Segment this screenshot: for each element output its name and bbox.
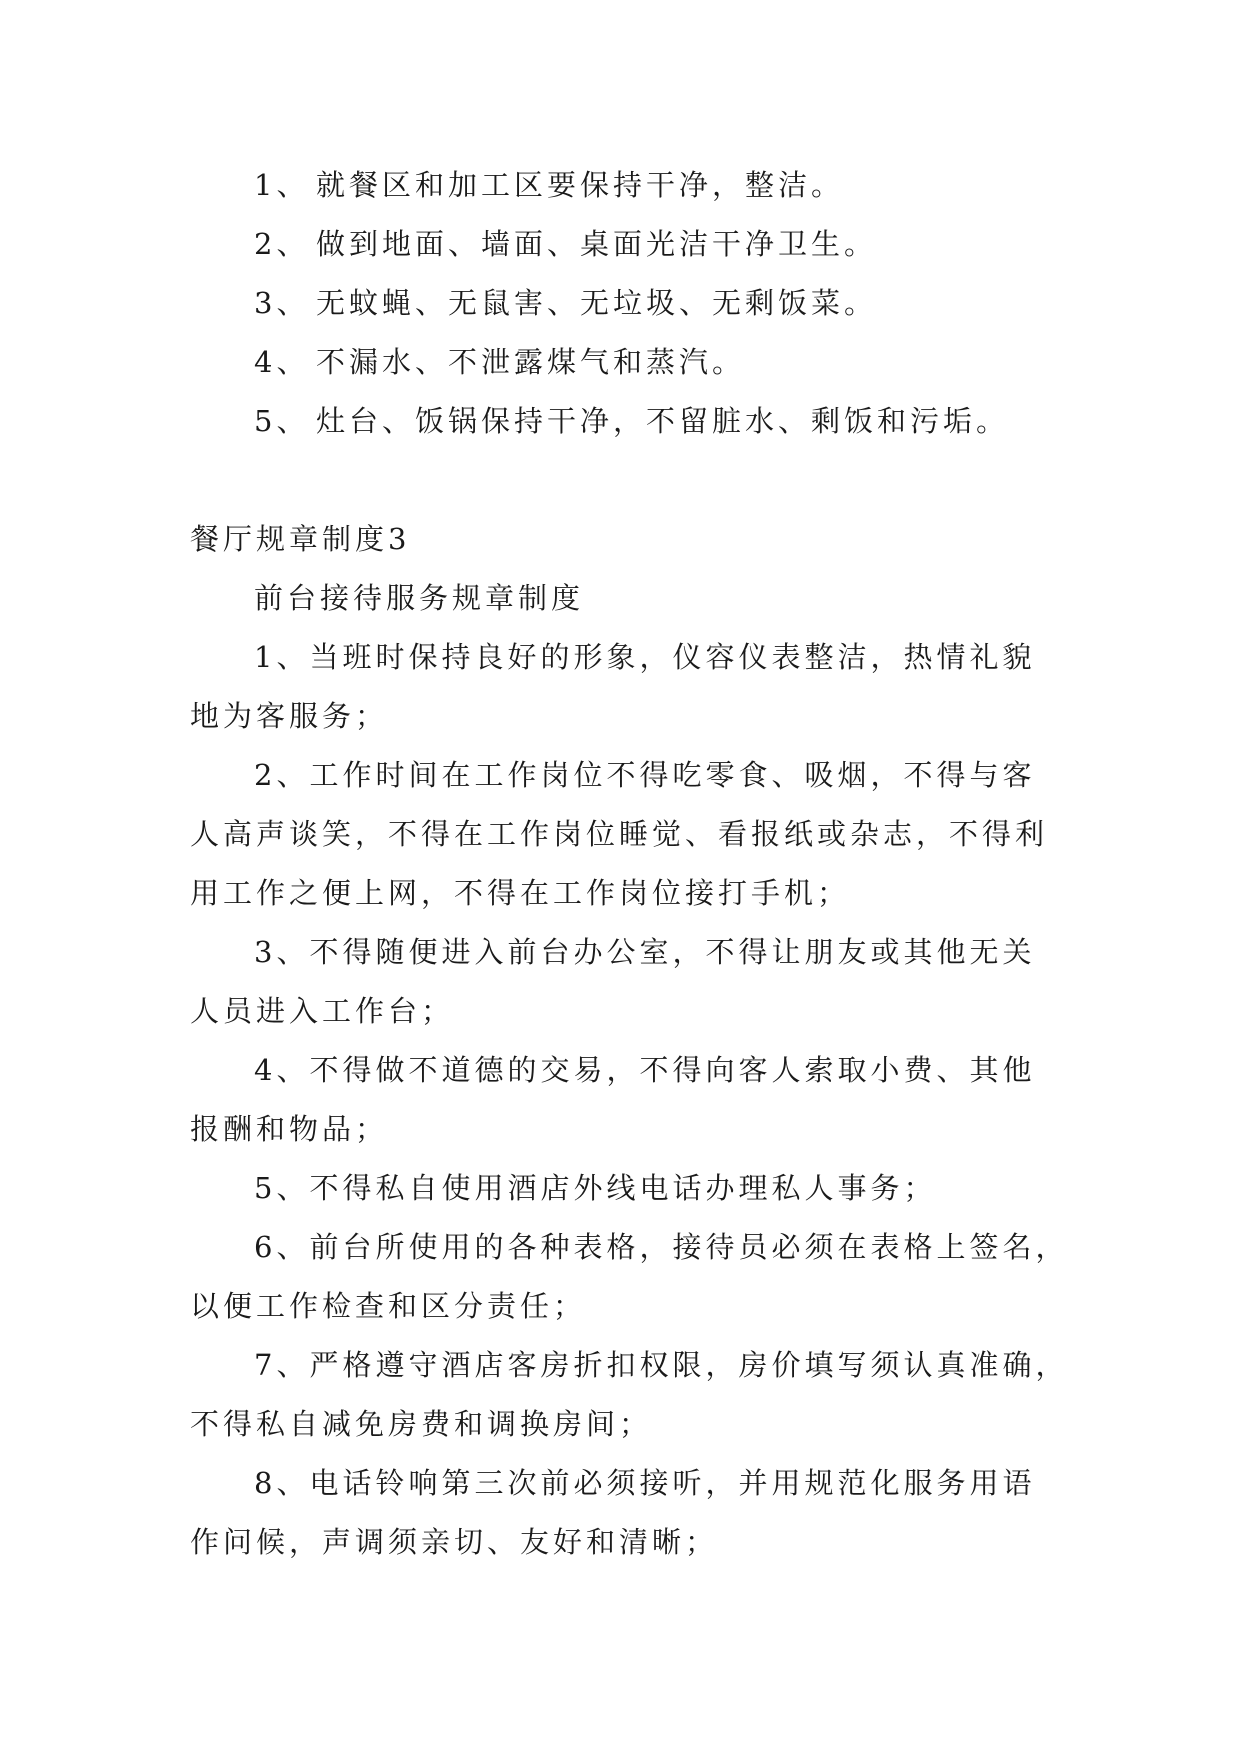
rule-line: 8、电话铃响第三次前必须接听，并用规范化服务用语 xyxy=(254,1466,1036,1500)
list-text: 做到地面、墙面、桌面光洁干净卫生。 xyxy=(316,227,878,261)
rule-line: 作问候，声调须亲切、友好和清晰； xyxy=(190,1525,719,1559)
rule-line: 报酬和物品； xyxy=(190,1112,389,1146)
list-text: 就餐区和加工区要保持干净，整洁。 xyxy=(316,168,845,202)
rule-line: 4、不得做不道德的交易，不得向客人索取小费、其他 xyxy=(254,1053,1036,1087)
rule-line: 5、不得私自使用酒店外线电话办理私人事务； xyxy=(254,1171,937,1205)
rule-line: 7、严格遵守酒店客房折扣权限，房价填写须认真准确， xyxy=(254,1348,1069,1382)
rule-line: 人员进入工作台； xyxy=(190,994,455,1028)
rule-line: 2、工作时间在工作岗位不得吃零食、吸烟，不得与客 xyxy=(254,758,1036,792)
rule-line: 不得私自减免房费和调换房间； xyxy=(190,1407,653,1441)
list-number: 2、 xyxy=(254,227,310,261)
section-heading: 餐厅规章制度3 xyxy=(190,522,411,556)
list-number: 5、 xyxy=(254,404,310,438)
rule-line: 人高声谈笑，不得在工作岗位睡觉、看报纸或杂志，不得利 xyxy=(190,817,1049,851)
list-text: 不漏水、不泄露煤气和蒸汽。 xyxy=(316,345,746,379)
rule-line: 以便工作检查和区分责任； xyxy=(190,1289,587,1323)
rule-line: 6、前台所使用的各种表格，接待员必须在表格上签名， xyxy=(254,1230,1069,1264)
list-item xyxy=(254,342,745,382)
list-number: 1、 xyxy=(254,168,310,202)
list-number: 3、 xyxy=(254,286,310,320)
list-item xyxy=(254,224,877,264)
rule-line: 用工作之便上网，不得在工作岗位接打手机； xyxy=(190,876,851,910)
rule-line: 1、当班时保持良好的形象，仪容仪表整洁，热情礼貌 xyxy=(254,640,1036,674)
list-item xyxy=(254,165,844,205)
rule-line: 3、不得随便进入前台办公室，不得让朋友或其他无关 xyxy=(254,935,1036,969)
list-text: 无蚊蝇、无鼠害、无垃圾、无剩饭菜。 xyxy=(316,286,878,320)
subheading: 前台接待服务规章制度 xyxy=(254,581,585,615)
list-item xyxy=(254,283,877,323)
rule-line: 地为客服务； xyxy=(190,699,389,733)
list-text: 灶台、饭锅保持干净，不留脏水、剩饭和污垢。 xyxy=(316,404,1010,438)
list-item xyxy=(254,401,1009,441)
list-number: 4、 xyxy=(254,345,310,379)
